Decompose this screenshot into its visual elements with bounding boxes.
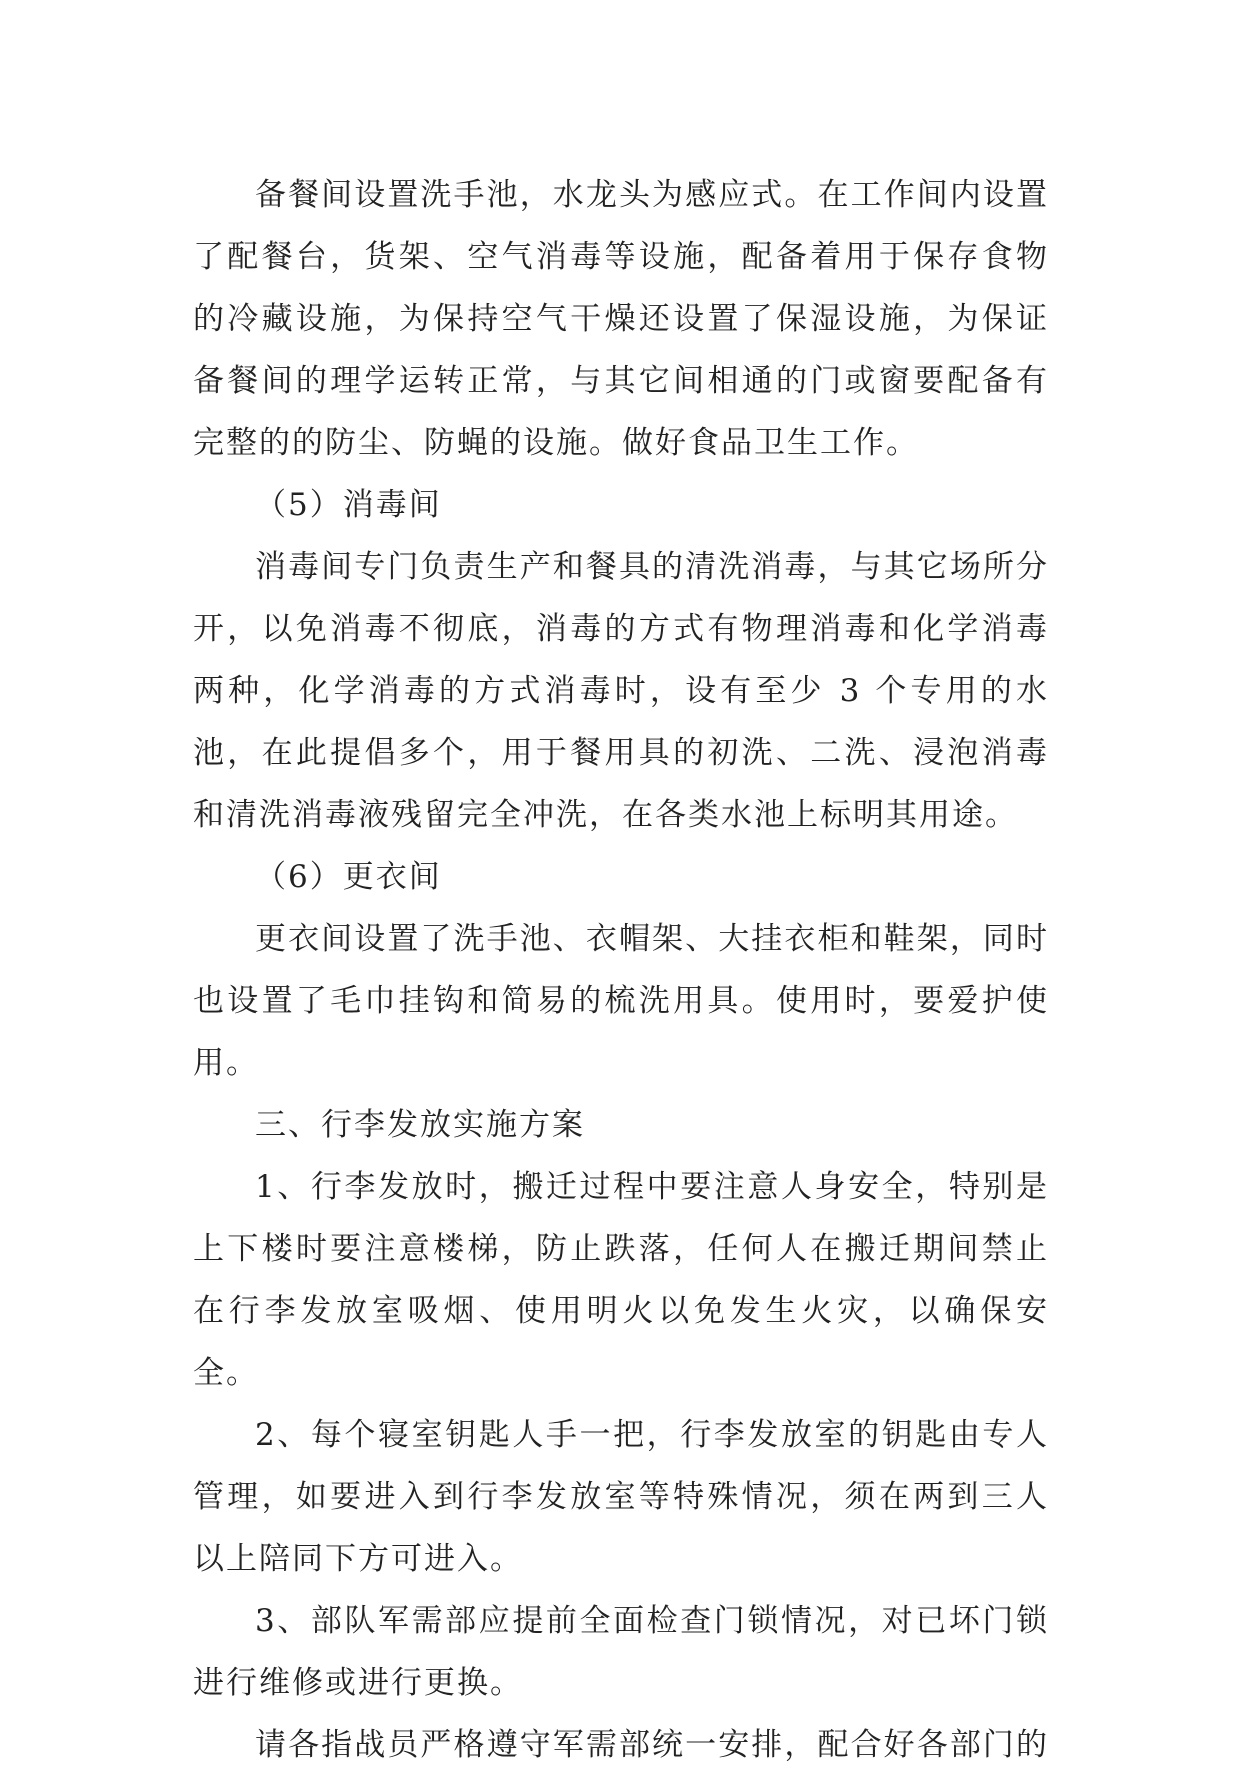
paragraph-luggage-item-1: 1、行李发放时，搬迁过程中要注意人身安全，特别是上下楼时要注意楼梯，防止跌落，任何人在搬迁期间禁止在行李发放室吸烟、使用明火以免发生火灾，以确保安全。 bbox=[193, 1169, 1049, 1391]
heading-disinfection-room: （5）消毒间 bbox=[255, 487, 442, 523]
paragraph-luggage-item-3: 3、部队军需部应提前全面检查门锁情况，对已坏门锁进行维修或进行更换。 bbox=[193, 1603, 1049, 1701]
paragraph-changing-room: 更衣间设置了洗手池、衣帽架、大挂衣柜和鞋架，同时也设置了毛巾挂钩和简易的梳洗用具。使用时，要爱护使用。 bbox=[193, 921, 1049, 1081]
document-body bbox=[193, 164, 1049, 1776]
paragraph-luggage-item-2: 2、每个寝室钥匙人手一把，行李发放室的钥匙由专人管理，如要进入到行李发放室等特殊情况，须在两到三人以上陪同下方可进入。 bbox=[193, 1417, 1049, 1577]
paragraph-closing: 请各指战员严格遵守军需部统一安排，配合好各部门的 bbox=[255, 1727, 1049, 1763]
paragraph-pantry: 备餐间设置洗手池，水龙头为感应式。在工作间内设置了配餐台，货架、空气消毒等设施，配备着用于保存食物的冷藏设施，为保持空气干燥还设置了保湿设施，为保证备餐间的理学运转正常，与其它间相通的门或窗要配备有完整的的防尘、防蝇的设施。做好食品卫生工作。 bbox=[193, 177, 1049, 461]
heading-luggage-plan: 三、行李发放实施方案 bbox=[255, 1107, 585, 1143]
heading-changing-room: （6）更衣间 bbox=[255, 859, 442, 895]
paragraph-disinfection-room: 消毒间专门负责生产和餐具的清洗消毒，与其它场所分开，以免消毒不彻底，消毒的方式有物理消毒和化学消毒两种，化学消毒的方式消毒时，设有至少 3 个专用的水池，在此提倡多个，用于餐用具的初洗、二洗、浸泡消毒和清洗消毒液残留完全冲洗，在各类水池上标明其用途。 bbox=[193, 549, 1049, 833]
